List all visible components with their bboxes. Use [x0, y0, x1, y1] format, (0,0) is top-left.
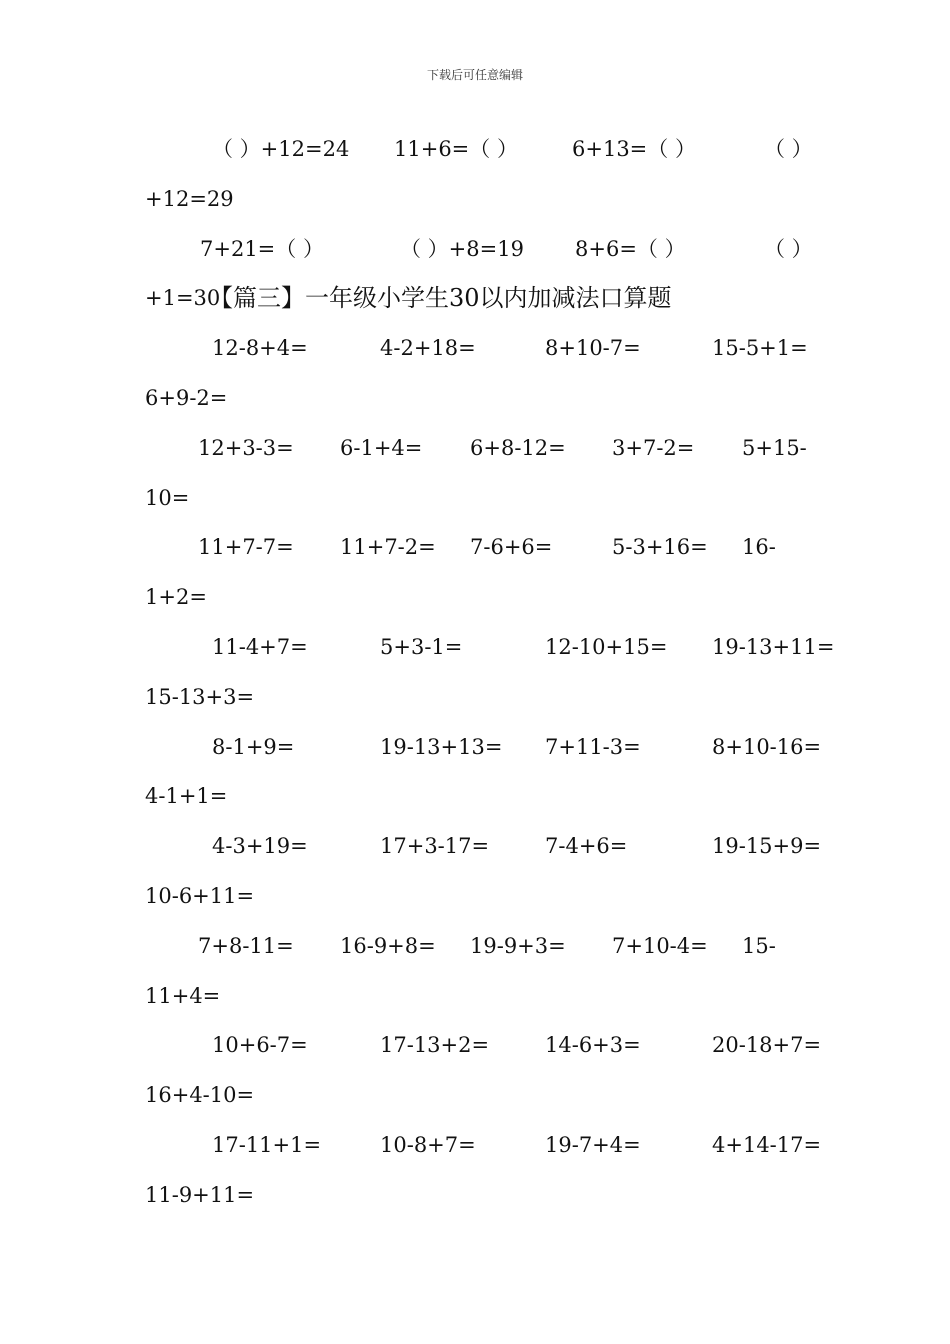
- math-problem: 8+10-7=: [545, 336, 641, 361]
- math-problem: 19-13+13=: [380, 734, 503, 759]
- math-problem: 15-5+1=: [712, 336, 808, 361]
- math-problem: 4-2+18=: [380, 336, 476, 361]
- problem-line: [0, 1080, 950, 1110]
- math-problem: 11-9+11=: [145, 1182, 255, 1207]
- problem-line: [0, 134, 950, 164]
- math-problem: 7+8-11=: [198, 933, 294, 958]
- math-problem: 19-9+3=: [470, 933, 566, 958]
- math-problem: 10-8+7=: [380, 1133, 476, 1157]
- math-problem: 16-9+8=: [340, 933, 436, 958]
- problem-line: [0, 781, 950, 811]
- math-problem: 19-7+4=: [545, 1133, 641, 1157]
- math-problem: 4+14-17=: [712, 1133, 822, 1157]
- math-problem: 8+6=（ ）: [575, 236, 686, 261]
- math-problem: 12+3-3=: [198, 435, 294, 460]
- problem-line: [0, 532, 950, 562]
- page-header: 下载后可任意编辑: [426, 68, 523, 82]
- math-problem: 7+21=（ ）: [200, 236, 324, 261]
- problem-line: [0, 981, 950, 1011]
- problem-line: [0, 184, 950, 214]
- math-problem: 16+4-10=: [145, 1083, 255, 1108]
- math-problem: （ ）+12=24: [212, 137, 350, 161]
- math-problem: 17-13+2=: [380, 1033, 490, 1058]
- math-problem: 8+10-16=: [712, 734, 822, 759]
- math-problem: 12-8+4=: [212, 336, 308, 361]
- problem-line: [0, 283, 950, 313]
- math-problem: 11+6=（ ）: [394, 137, 518, 161]
- math-problem: 12-10+15=: [545, 635, 668, 659]
- math-problem: 5-3+16=: [612, 535, 708, 560]
- math-problem: 14-6+3=: [545, 1033, 641, 1058]
- problem-line: [0, 931, 950, 961]
- math-problem: 8-1+9=: [212, 734, 295, 759]
- math-problem: 19-13+11=: [712, 635, 835, 659]
- problem-line: [0, 582, 950, 612]
- problem-line: [0, 383, 950, 413]
- math-problem: 16-: [742, 535, 776, 560]
- math-problem: （ ）+8=19: [400, 236, 524, 261]
- math-problem: 7-6+6=: [470, 535, 553, 560]
- math-problem: （ ）: [764, 236, 813, 261]
- problem-line: [0, 1030, 950, 1060]
- problem-line: [0, 732, 950, 762]
- math-problem: 17+3-17=: [380, 834, 490, 859]
- math-problem: 20-18+7=: [712, 1033, 822, 1058]
- problem-line: [0, 483, 950, 513]
- problem-line: [0, 1180, 950, 1210]
- math-problem: +1=30: [145, 286, 221, 311]
- section-title: 【篇三】一年级小学生30以内加减法口算题: [209, 284, 672, 313]
- math-problem: 10=: [145, 485, 190, 510]
- math-problem: 4-3+19=: [212, 834, 308, 859]
- math-problem: 6+13=（ ）: [572, 137, 696, 161]
- math-problem: 11+7-2=: [340, 535, 436, 560]
- math-problem: 11+7-7=: [198, 535, 294, 560]
- math-problem: 10+6-7=: [212, 1033, 308, 1058]
- math-problem: 19-15+9=: [712, 834, 822, 859]
- math-problem: 10-6+11=: [145, 884, 255, 908]
- math-problem: 6+9-2=: [145, 386, 228, 410]
- problem-line: [0, 1130, 950, 1160]
- math-problem: 6-1+4=: [340, 435, 423, 460]
- math-problem: 4-1+1=: [145, 784, 228, 809]
- math-problem: +12=29: [145, 186, 234, 211]
- problem-line: [0, 234, 950, 264]
- math-problem: 11+4=: [145, 983, 221, 1008]
- math-problem: 5+15-: [742, 435, 807, 460]
- math-problem: 7+11-3=: [545, 734, 641, 759]
- math-problem: （ ）: [764, 137, 813, 161]
- math-problem: 6+8-12=: [470, 435, 566, 460]
- problem-line: [0, 682, 950, 712]
- problem-line: [0, 433, 950, 463]
- math-problem: 1+2=: [145, 585, 207, 610]
- problem-line: [0, 881, 950, 911]
- math-problem: 15-13+3=: [145, 684, 255, 709]
- problem-line: [0, 632, 950, 662]
- math-problem: 17-11+1=: [212, 1133, 322, 1157]
- math-problem: 7-4+6=: [545, 834, 628, 859]
- math-problem: 3+7-2=: [612, 435, 695, 460]
- problem-line: [0, 333, 950, 363]
- math-problem: 15-: [742, 933, 776, 958]
- math-problem: 7+10-4=: [612, 933, 708, 958]
- math-problem: 11-4+7=: [212, 635, 308, 659]
- math-problem: 5+3-1=: [380, 635, 463, 659]
- problem-line: [0, 831, 950, 861]
